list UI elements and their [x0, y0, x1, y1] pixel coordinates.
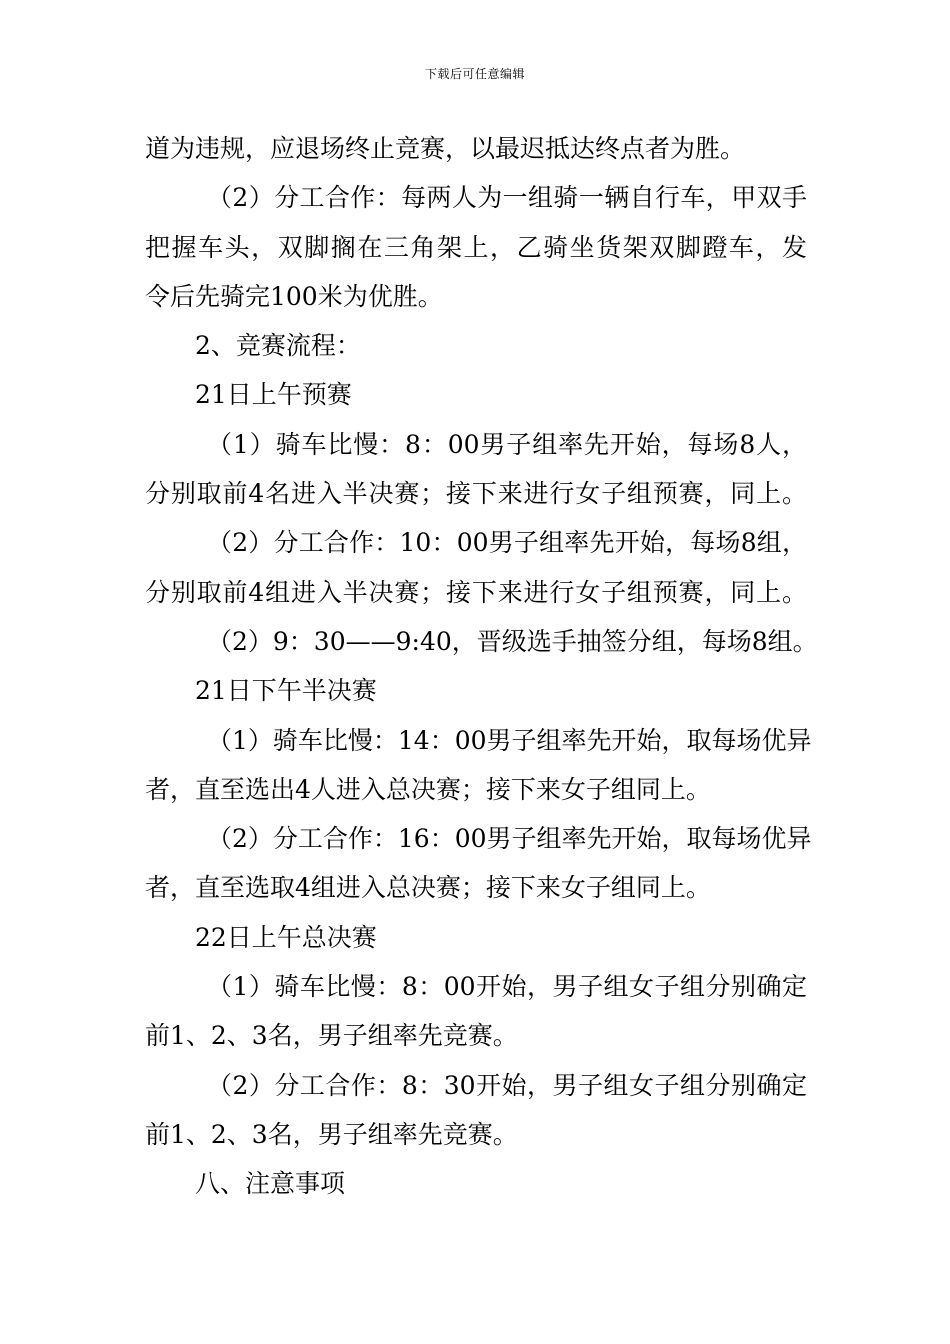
paragraph-line: （2）分工合作：16：00男子组率先开始，取每场优异 — [207, 824, 812, 854]
paragraph-line: 令后先骑完100米为优胜。 — [145, 281, 443, 311]
paragraph-line: （2）9：30——9:40，晋级选手抽签分组，每场8组。 — [207, 626, 818, 656]
paragraph-line: 把握车头，双脚搁在三角架上，乙骑坐货架双脚蹬车，发 — [145, 232, 807, 262]
paragraph-line: 者，直至选出4人进入总决赛；接下来女子组同上。 — [145, 774, 711, 804]
paragraph-line: （1）骑车比慢：14：00男子组率先开始，取每场优异 — [207, 725, 812, 755]
subsection-heading: 21日下午半决赛 — [195, 676, 377, 706]
paragraph-line: 道为违规，应退场终止竞赛，以最迟抵达终点者为胜。 — [145, 134, 746, 163]
paragraph-line: 前1、2、3名，男子组率先竞赛。 — [145, 1021, 518, 1051]
paragraph-line: 分别取前4组进入半决赛；接下来进行女子组预赛，同上。 — [145, 577, 807, 607]
paragraph-line: 者，直至选取4组进入总决赛；接下来女子组同上。 — [145, 873, 711, 903]
paragraph-line: 分别取前4名进入半决赛；接下来进行女子组预赛，同上。 — [145, 479, 807, 509]
paragraph-line: （2）分工合作：8：30开始，男子组女子组分别确定 — [207, 1070, 807, 1100]
page-header: 下载后可任意编辑 — [424, 67, 525, 81]
paragraph-line: （2）分工合作：每两人为一组骑一辆自行车，甲双手 — [207, 183, 807, 213]
paragraph-line: 前1、2、3名，男子组率先竞赛。 — [145, 1119, 518, 1149]
subsection-heading: 21日上午预赛 — [195, 380, 352, 410]
section-heading: 八、注意事项 — [195, 1169, 346, 1199]
document-body — [145, 124, 818, 1209]
section-heading: 2、竞赛流程： — [195, 331, 361, 361]
paragraph-line: （1）骑车比慢：8：00开始，男子组女子组分别确定 — [207, 972, 807, 1002]
paragraph-line: （2）分工合作：10：00男子组率先开始，每场8组， — [207, 528, 807, 558]
paragraph-line: （1）骑车比慢：8：00男子组率先开始，每场8人， — [207, 429, 807, 459]
subsection-heading: 22日上午总决赛 — [195, 922, 377, 952]
